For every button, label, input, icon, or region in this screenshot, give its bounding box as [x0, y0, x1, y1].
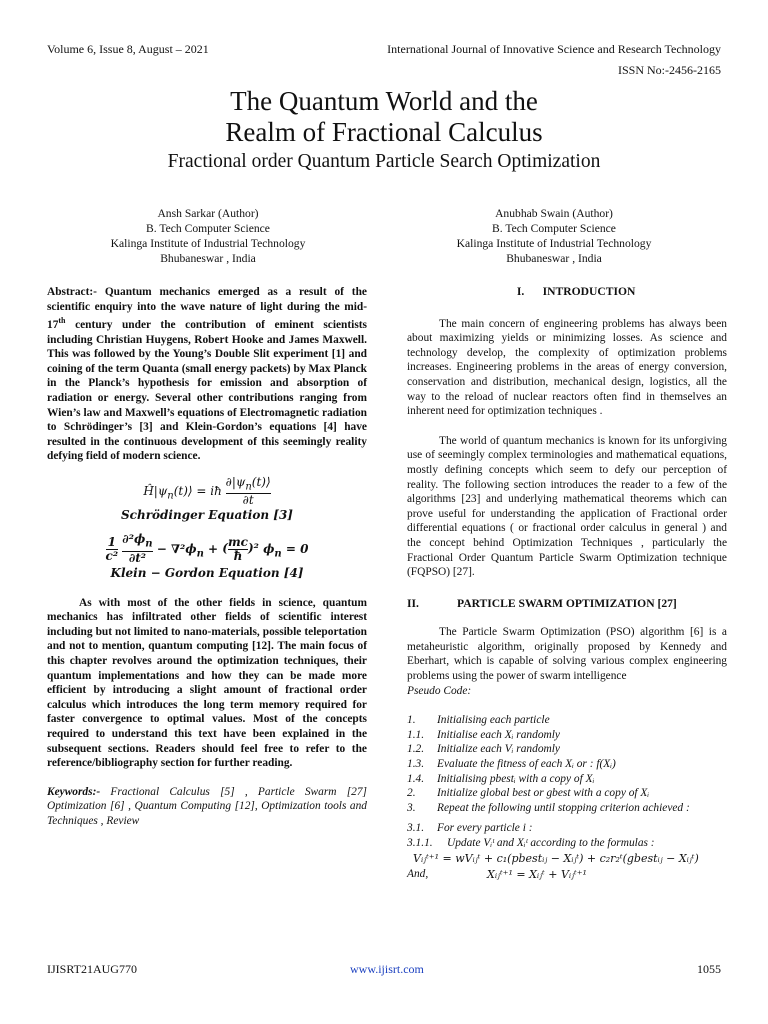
intro-paragraph-1: The main concern of engineering problems has always been about maximizing yields or minimizing losses. As science and technology develop, the complexity of optimization problems increases. Engineering problems in the areas of energy conversion, conservation and distribution, mechanical design, logistics, all the way to the reload of nuclear reactors often find in themselves an inherent need for optimization techniques . [407, 317, 727, 418]
abstract: Abstract:- Quantum mechanics emerged as a result of the scientific enquiry into the wave nature of light during the mid-17th century under the contribution of eminent scientists including Christian Huygens, Robert Hooke and James Maxwell. This was followed by the Young’s Double Slit experiment [1] and coining of the term Quanta (small energy packets) by Max Planck in the Planck’s hypothesis for emission and absorption of radiation or energy. Several other contributions ranging from Wien’s law and Maxwell’s equations of Electromagnetic radiation to Schrödinger’s [3] and Klein-Gordon’s equations [4] have resulted in the continuous development of this seemingly reality defying field of modern science. [47, 286, 367, 463]
footer-website-link[interactable]: www.ijisrt.com [350, 962, 424, 976]
list-item: 1. Initialising each particle [407, 714, 550, 727]
keywords: Keywords:- Fractional Calculus [5] , Particle Swarm [27] Optimization [6] , Quantum Computing [12], Optimization tools and Techniques , Review [47, 785, 367, 828]
author-inst: Kalinga Institute of Industrial Technology [456, 237, 652, 250]
list-item: 3. Repeat the following until stopping criterion achieved : [407, 801, 690, 814]
author-block-2 [414, 206, 694, 266]
pseudo-code-list-2 [407, 821, 727, 850]
schrodinger-equation-label: Schrödinger Equation [3] [121, 508, 293, 523]
velocity-update-equation: Vᵢⱼᵗ⁺¹ = wVᵢⱼᵗ + c₁(pbestᵢⱼ − Xᵢⱼᵗ) + c₂r₂ᵗ(gbestᵢⱼ − Xᵢⱼᵗ) [413, 851, 699, 865]
author-block-1 [68, 206, 348, 266]
author-loc: Bhubaneswar , India [160, 252, 256, 265]
author-name: Ansh Sarkar (Author) [157, 207, 259, 220]
header-volume: Volume 6, Issue 8, August – 2021 [47, 42, 209, 56]
header-issn: ISSN No:-2456-2165 [617, 63, 721, 77]
pseudo-code-label: Pseudo Code: [407, 684, 472, 697]
position-update-row [407, 867, 727, 883]
author-loc: Bhubaneswar , India [506, 252, 602, 265]
position-update-equation: Xᵢⱼᵗ⁺¹ = Xᵢⱼᵗ + Vᵢⱼᵗ⁺¹ [487, 867, 587, 881]
author-name: Anubhab Swain (Author) [495, 207, 613, 220]
list-item: 1.1. Initialise each Xᵢ randomly [407, 728, 560, 741]
schrodinger-equation: $Ĥ|\psi_n(t)⟩$ = iħ $\frac{\partial|\psi_n(t)⟩}{\partial t}$ Schrödinger Equation [3] [47, 476, 367, 523]
author-dept: B. Tech Computer Science [146, 222, 270, 235]
abstract-label: Abstract:- [47, 286, 97, 298]
section-heading-intro: I. INTRODUCTION [516, 285, 636, 298]
klein-gordon-equation-label: Klein − Gordon Equation [4] [110, 565, 304, 580]
body-paragraph: As with most of the other fields in science, quantum mechanics has infiltrated other fields of scientific interest including but not limited to nano-materials, possible teleportation and not to mention, quantum computing [12]. The main focus of this chapter revolves around the optimization techniques, their quantum implementations and how they can be made more efficient by introducing a slight amount of fractional order calculus which introduces the long term memory required for faster convergence to optimal values. Most of the concepts required to understand this text have been explained in the subsequent sections. Readers should feel free to refer to the reference/bibliography section for further reading. [47, 596, 367, 770]
section-heading-pso: II. PARTICLE SWARM OPTIMIZATION [27] [407, 596, 677, 610]
title-line-2: Realm of Fractional Calculus [225, 117, 543, 147]
intro-paragraph-2: The world of quantum mechanics is known for its unforgiving use of seemingly complex terminologies and mathematical equations, mostly defining concepts which seem to defy our perception of reality. The following section introduces the reader to a few of the algorithms [23] and underlying mathematical theorems which can prove useful for understanding the application of Fractional order differential equations ( or fractional order calculus in general ) and the concept behind Optimization Techniques , particularly the Fractional Order Quantum Particle Swarm Optimization technique (FQPSO) [27]. [407, 434, 727, 579]
paper-title [0, 86, 768, 148]
left-column [47, 285, 367, 829]
right-column [407, 285, 727, 883]
pso-paragraph: The Particle Swarm Optimization (PSO) algorithm [6] is a metaheuristic algorithm, originally proposed by Kennedy and Eberhart, which is capable of solving various complex engineering problems using the power of swarm intelligence [407, 626, 727, 683]
list-item: 1.2. Initialize each Vᵢ randomly [407, 743, 560, 756]
title-line-1: The Quantum World and the [230, 86, 538, 116]
list-item: 3.1.1. Update Vᵢᵗ and Xᵢᵗ according to the formulas : [407, 837, 655, 849]
author-inst: Kalinga Institute of Industrial Technology [110, 237, 306, 250]
footer-paper-id: IJISRT21AUG770 [47, 962, 137, 976]
author-dept: B. Tech Computer Science [492, 222, 616, 235]
list-item: 2. Initialize global best or gbest with a copy of Xᵢ [407, 787, 650, 800]
footer-page-number: 1055 [697, 962, 721, 976]
list-item: 1.3. Evaluate the fitness of each Xᵢ or : f(Xᵢ) [407, 758, 616, 771]
pseudo-code-list [407, 713, 727, 815]
list-item: 1.4. Initialising pbestᵢ with a copy of Xᵢ [407, 772, 595, 785]
paper-subtitle: Fractional order Quantum Particle Search Optimization [167, 151, 601, 172]
klein-gordon-equation: $\frac{1}{\text{c²}}$ $\frac{\partial^2\phi_n}{\text{∂t²}}$ − $\nabla^2\phi_n$ + ( $\frac{mc}{ħ}$ )² $\phi_n = 0$ Klein − Gordon Equation [4] [47, 533, 367, 580]
keywords-label: Keywords:- [47, 785, 101, 798]
header-journal: International Journal of Innovative Science and Research Technology [387, 42, 721, 56]
list-item: 3.1. For every particle i : [407, 822, 533, 835]
and-label: And, [407, 867, 429, 880]
